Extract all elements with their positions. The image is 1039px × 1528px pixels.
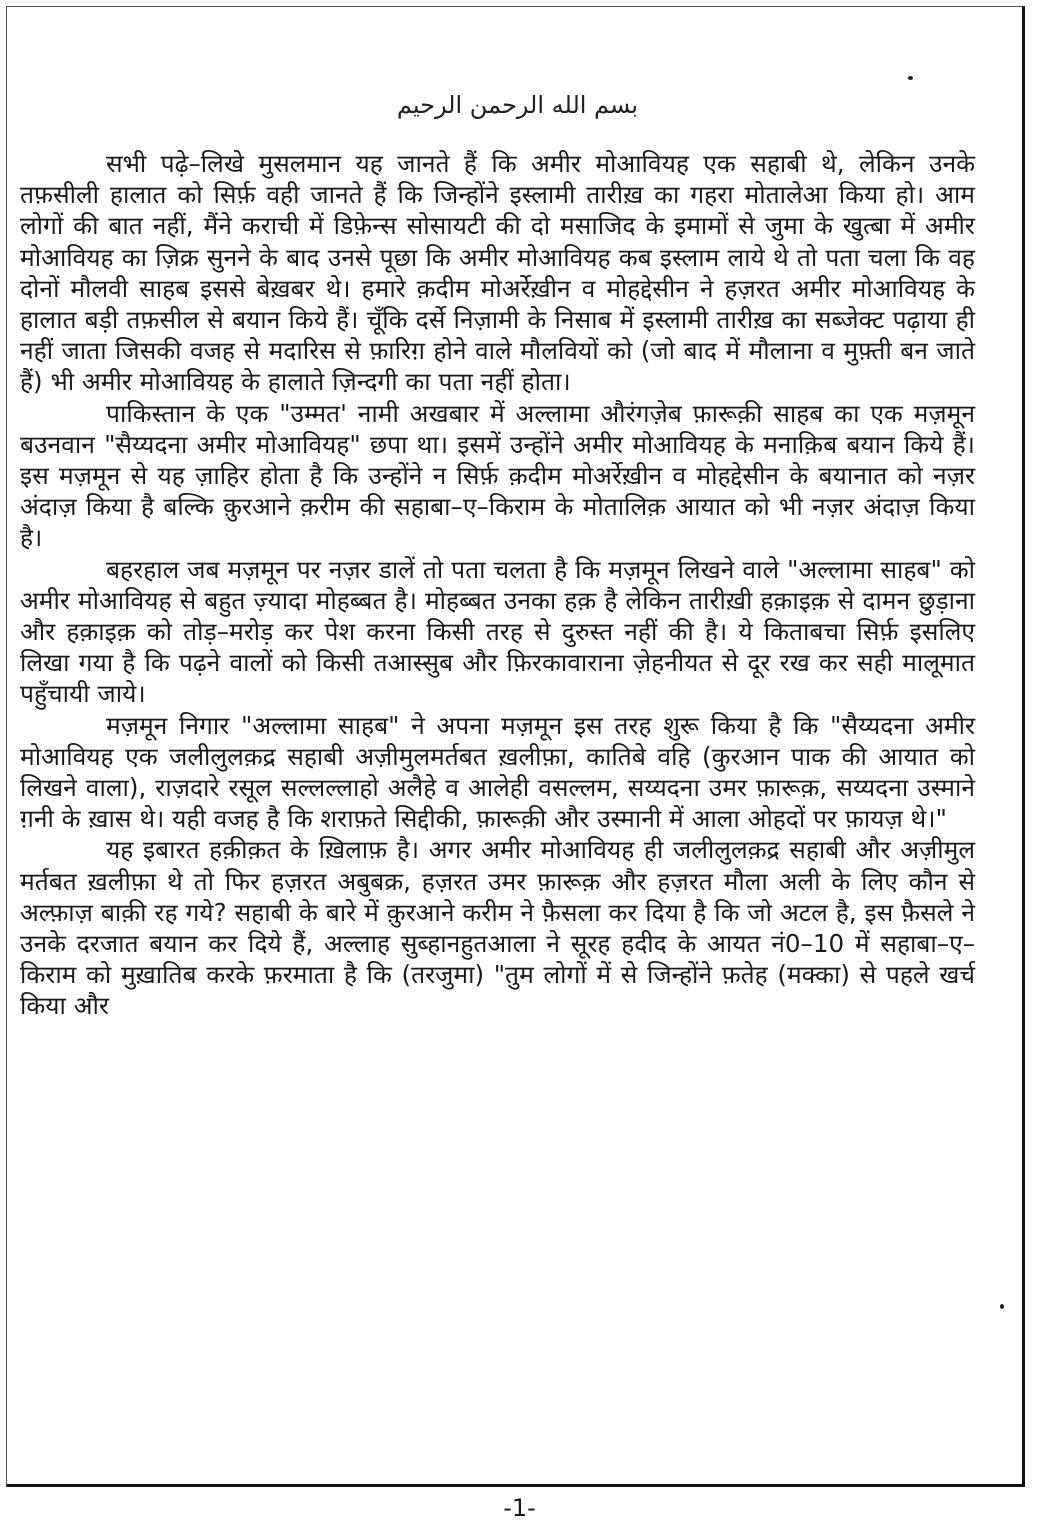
document-body: [20, 148, 975, 1022]
paragraph-4: मज़मून निगार "अल्लामा साहब" ने अपना मज़मून इस तरह शुरू किया है कि "सैय्यदना अमीर मोआवियह एक जलीलुलक़द्र सहाबी अज़ीमुलमर्तबत ख़लीफ़ा, कातिबे वहि (कुरआन पाक की आयात को लिखने वाला), राज़दारे रसूल सल्लल्लाहो अलैहे व आलेही वसल्लम, सय्यदना उमर फ़ारूक़, सय्यदना उस्माने ग़नी के ख़ास थे। यही वजह है कि शराफ़ते सिद्दीकी, फ़ारूक़ी और उस्मानी में आला ओहदों पर फ़ायज़ थे।": [20, 710, 975, 834]
ink-speck: [1000, 1304, 1004, 1309]
basmala-calligraphy: بسم الله الرحمن الرحيم: [396, 91, 639, 119]
page-number: -1-: [503, 1494, 536, 1522]
paragraph-2: पाकिस्तान के एक "उम्मत' नामी अखबार में अल्लामा औरंगज़ेब फ़ारूक़ी साहब का एक मज़मून बउनवान "सैय्यदना अमीर मोआवियह" छपा था। इसमें उन्होंने अमीर मोआवियह के मनाक़िब बयान किये हैं। इस मज़मून से यह ज़ाहिर होता है कि उन्होंने न सिर्फ़ क़दीम मोअर्रेख़ीन व मोहद्देसीन के बयानात को नज़र अंदाज़ किया है बल्कि क़ुरआने क़रीम की सहाबा–ए–किराम के मोतालिक़ आयात को भी नज़र अंदाज़ किया है।: [20, 398, 975, 553]
paragraph-1: सभी पढ़े–लिखे मुसलमान यह जानते हैं कि अमीर मोआवियह एक सहाबी थे, लेकिन उनके तफ़सीली हालात को सिर्फ़ वही जानते हैं कि जिन्होंने इस्लामी तारीख़ का गहरा मोतालेआ किया हो। आम लोगों की बात नहीं, मैंने कराची में डिफ़ेन्स सोसायटी की दो मसाजिद के इमामों से जुमा के खुत्बा में अमीर मोआवियह का ज़िक्र सुनने के बाद उनसे पूछा कि अमीर मोआवियह कब इस्लाम लाये थे तो पता चला कि वह दोनों मौलवी साहब इससे बेख़बर थे। हमारे क़दीम मोअर्रेख़ीन व मोहद्देसीन ने हज़रत अमीर मोआवियह के हालात बड़ी तफ़सील से बयान किये हैं। चूँकि दर्से निज़ामी के निसाब में इस्लामी तारीख़ का सब्जेक्ट पढ़ाया ही नहीं जाता जिसकी वजह से मदारिस से फ़ारिग़ होने वाले मौलवियों को (जो बाद में मौलाना व मुफ़्ती बन जाते हैं) भी अमीर मोआवियह के हालाते ज़िन्दगी का पता नहीं होता।: [20, 149, 975, 397]
paragraph-5: यह इबारत हक़ीक़त के ख़िलाफ़ है। अगर अमीर मोआवियह ही जलीलुलक़द्र सहाबी और अज़ीमुल मर्तबत ख़लीफ़ा थे तो फिर हज़रत अबुबक्र, हज़रत उमर फ़ारूक़ और हज़रत मौला अली के लिए कौन से अल्फ़ाज़ बाक़ी रह गये? सहाबी के बारे में क़ुरआने करीम ने फ़ैसला कर दिया है कि जो अटल है, इस फ़ैसले ने उनके दरजात बयान कर दिये हैं, अल्लाह सुब्हानहुतआला ने सूरह हदीद के आयत नं0–10 में सहाबा–ए–किराम को मुख़ातिब करके फ़रमाता है कि (तरजुमा) "तुम लोगों में से जिन्होंने फ़तेह (मक्का) से पहले खर्च किया और: [20, 835, 975, 1021]
ink-speck: [908, 76, 913, 80]
paragraph-3: बहरहाल जब मज़मून पर नज़र डालें तो पता चलता है कि मज़मून लिखने वाले "अल्लामा साहब" को अमीर मोआवियह से बहुत ज़्यादा मोहब्बत है। मोहब्बत उनका हक़ है लेकिन तारीख़ी हक़ाइक़ से दामन छुड़ाना और हक़ाइक़ को तोड़–मरोड़ कर पेश करना किसी तरह से दुरुस्त नहीं की है। ये किताबचा सिर्फ़ इसलिए लिखा गया है कि पढ़ने वालों को किसी तआस्सुब और फ़िरकावाराना ज़ेहनीयत से दूर रख कर सही मालूमात पहुँचायी जाये।: [20, 554, 975, 709]
